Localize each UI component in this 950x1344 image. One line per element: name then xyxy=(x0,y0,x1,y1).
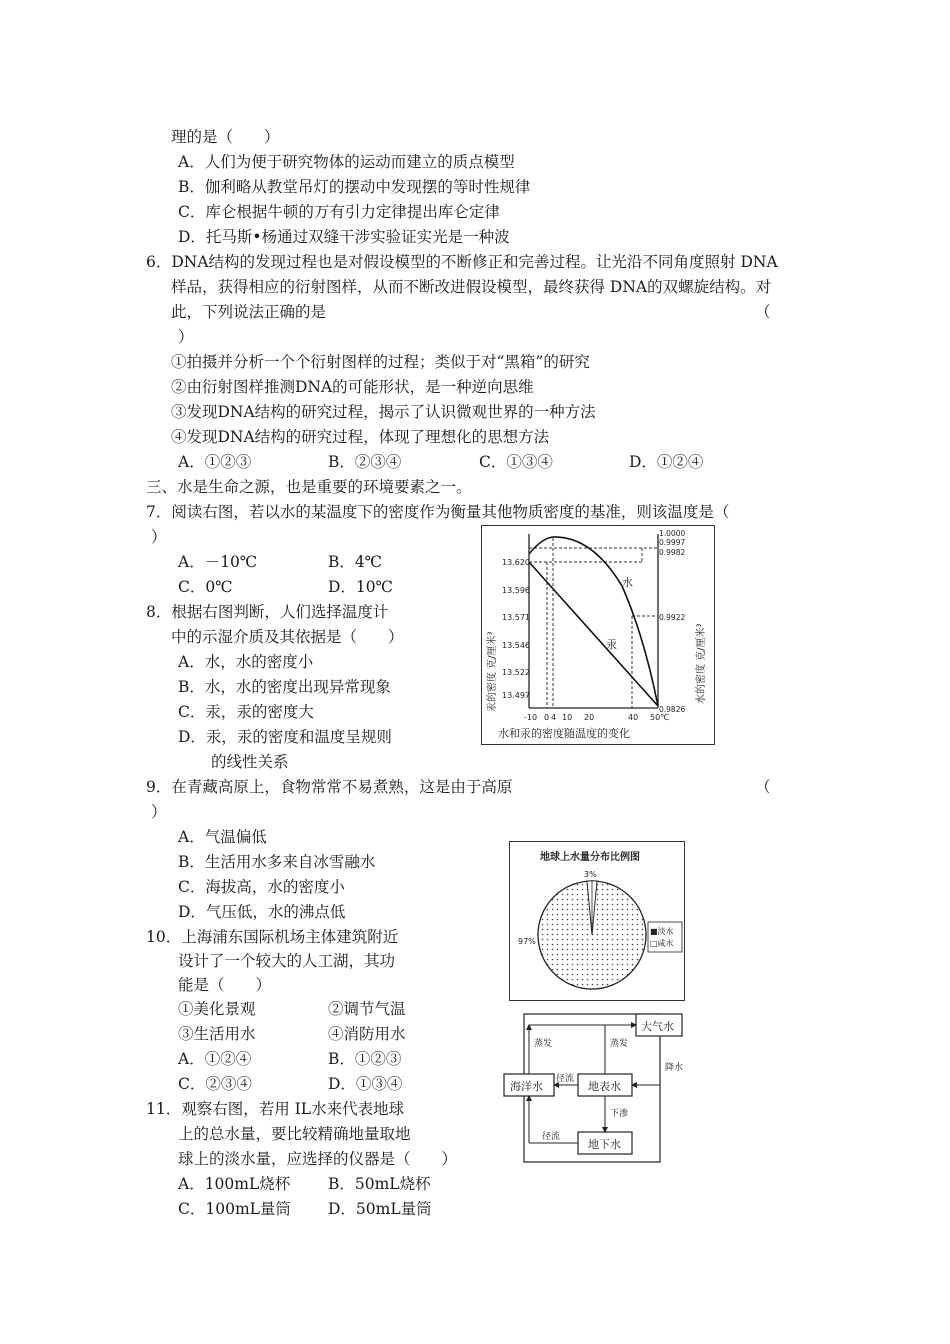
q10-stem-line1: 10．上海浦东国际机场主体建筑附近 xyxy=(146,928,399,946)
q9-option-b: B．生活用水多来自冰雪融水 xyxy=(178,853,376,871)
water-cycle-figure xyxy=(500,1010,690,1170)
right-tick-4: 0.9922 xyxy=(659,613,686,622)
q10-option-a: A．①②④ xyxy=(178,1050,252,1068)
q6-stem-line2: 样品，获得相应的衍射图样，从而不断改进假设模型，最终获得 DNA的双螺旋结构。对 xyxy=(171,278,772,296)
q10-option-d: D．①③④ xyxy=(328,1075,403,1093)
evaporation-label-1: 蒸发 xyxy=(534,1039,553,1049)
q6-option-c: C．①③④ xyxy=(479,453,553,471)
q11-stem-line3: 球上的淡水量，应选择的仪器是（ ） xyxy=(178,1150,458,1168)
right-tick-5: 0.9826 xyxy=(659,705,686,714)
right-tick-1: 1.0000 xyxy=(659,529,686,538)
x-tick-0: 0 xyxy=(544,713,550,722)
pie-label-small: 3% xyxy=(584,870,597,879)
pie-label-large: 97% xyxy=(518,937,536,946)
q9-stem-line1: 9．在青藏高原上，食物常常不易煮熟，这是由于高原 xyxy=(146,778,513,796)
q10-statement-1: ①美化景观 xyxy=(178,1000,256,1018)
q9-bracket-open: （ xyxy=(755,778,771,796)
left-axis-title: 汞的密度 克/厘米³ xyxy=(487,631,498,712)
q10-stem-line3: 能是（ ） xyxy=(178,976,272,994)
q6-option-b: B．②③④ xyxy=(328,453,402,471)
q5-option-d: D．托马斯•杨通过双缝干涉实验证实光是一种波 xyxy=(178,228,510,246)
density-figure-caption: 水和汞的密度随温度的变化 xyxy=(498,727,630,740)
atmosphere-label: 大气水 xyxy=(641,1020,674,1033)
q7-stem-line2: ） xyxy=(151,528,167,546)
q9-option-c: C．海拔高，水的密度小 xyxy=(178,878,345,896)
left-tick-4: 13.546 xyxy=(502,641,530,650)
legend-saltwater: □咸水 xyxy=(650,939,674,948)
q8-option-d-line1: D．汞，汞的密度和温度呈规则 xyxy=(178,728,392,746)
left-tick-3: 13.571 xyxy=(502,613,530,622)
legend-freshwater: ■淡水 xyxy=(650,927,674,936)
q11-option-c: C．100mL量筒 xyxy=(178,1200,291,1218)
q11-option-b: B．50mL烧杯 xyxy=(328,1175,431,1193)
section-3-heading: 三、水是生命之源，也是重要的环境要素之一。 xyxy=(146,478,472,496)
right-tick-3: 0.9982 xyxy=(659,548,686,557)
q6-bracket-open: （ xyxy=(755,303,771,321)
q8-option-d-line2: 的线性关系 xyxy=(211,753,289,771)
evaporation-label-2: 蒸发 xyxy=(610,1039,629,1049)
q10-option-c: C．②③④ xyxy=(178,1075,252,1093)
pie-title: 地球上水量分布比例图 xyxy=(540,852,640,863)
runoff-label-1: 径流 xyxy=(556,1074,575,1084)
q6-statement-3: ③发现DNA结构的研究过程，揭示了认识微观世界的一种方法 xyxy=(171,403,596,421)
density-graph xyxy=(482,526,714,744)
left-tick-6: 13.497 xyxy=(502,691,530,700)
surface-water-label: 地表水 xyxy=(588,1080,621,1093)
q6-statement-4: ④发现DNA结构的研究过程，体现了理想化的思想方法 xyxy=(171,428,550,446)
q8-stem-line2: 中的示湿介质及其依据是（ ） xyxy=(171,628,404,646)
q11-stem-line2: 上的总水量，要比较精确地量取地 xyxy=(178,1125,411,1143)
ocean-water-label: 海洋水 xyxy=(510,1080,543,1093)
x-tick-20: 20 xyxy=(584,713,595,722)
x-tick-4: 4 xyxy=(551,713,557,722)
groundwater-label: 地下水 xyxy=(588,1138,621,1151)
q6-statement-1: ①拍摄并分析一个个衍射图样的过程；类似于对“黑箱”的研究 xyxy=(171,353,590,371)
q10-statement-3: ③生活用水 xyxy=(178,1025,256,1043)
q6-option-a: A．①②③ xyxy=(178,453,252,471)
q11-stem-line1: 11．观察右图，若用 IL水来代表地球 xyxy=(146,1100,405,1118)
precipitation-label: 降水 xyxy=(665,1063,684,1073)
q10-statement-2: ②调节气温 xyxy=(328,1000,406,1018)
q6-bracket-close: ） xyxy=(178,328,194,346)
q8-option-b: B．水，水的密度出现异常现象 xyxy=(178,678,391,696)
x-tick-50: 50℃ xyxy=(650,713,670,722)
runoff-label-2: 径流 xyxy=(542,1132,561,1142)
q7-option-b: B．4℃ xyxy=(328,553,383,571)
x-tick-minus10: -10 xyxy=(524,713,538,722)
water-curve-label: 水 xyxy=(622,576,633,589)
water-cycle-diagram xyxy=(500,1010,690,1170)
q6-stem-line3: 此，下列说法正确的是 xyxy=(171,303,327,321)
q7-option-c: C．0℃ xyxy=(178,578,233,596)
right-tick-2: 0.9997 xyxy=(659,538,686,547)
q10-option-b: B．①②③ xyxy=(328,1050,402,1068)
q6-statement-2: ②由衍射图样推测DNA的可能形状，是一种逆向思维 xyxy=(171,378,534,396)
q5-option-a: A．人们为便于研究物体的运动而建立的质点模型 xyxy=(178,153,515,171)
x-tick-40: 40 xyxy=(628,713,639,722)
q10-stem-line2: 设计了一个较大的人工湖，其功 xyxy=(178,952,396,970)
q11-option-a: A．100mL烧杯 xyxy=(178,1175,291,1193)
infiltration-label: 下渗 xyxy=(610,1109,629,1119)
q6-stem-line1: 6．DNA结构的发现过程也是对假设模型的不断修正和完善过程。让光沿不同角度照射 DNA xyxy=(146,253,778,271)
left-tick-1: 13.620 xyxy=(502,558,530,567)
q11-option-d: D．50mL量筒 xyxy=(328,1200,432,1218)
left-tick-2: 13.596 xyxy=(502,586,530,595)
q7-option-a: A．－10℃ xyxy=(178,553,258,571)
q10-statement-4: ④消防用水 xyxy=(328,1025,406,1043)
q8-option-a: A．水，水的密度小 xyxy=(178,653,314,671)
q6-option-d: D．①②④ xyxy=(629,453,704,471)
q5-option-c: C．库仑根据牛顿的万有引力定律提出库仑定律 xyxy=(178,203,500,221)
mercury-line-label: 汞 xyxy=(606,638,617,651)
mercury-density-line xyxy=(529,562,658,706)
q8-stem-line1: 8．根据右图判断，人们选择温度计 xyxy=(146,603,389,621)
q8-option-c: C．汞，汞的密度大 xyxy=(178,703,314,721)
left-tick-5: 13.522 xyxy=(502,668,530,677)
q9-option-a: A．气温偏低 xyxy=(178,828,267,846)
q9-option-d: D．气压低，水的沸点低 xyxy=(178,903,346,921)
density-figure xyxy=(481,525,715,745)
x-tick-10: 10 xyxy=(562,713,573,722)
water-density-curve xyxy=(529,537,658,706)
q7-option-d: D．10℃ xyxy=(328,578,393,596)
right-axis-title: 水的密度 克/厘米³ xyxy=(696,623,707,704)
water-distribution-figure xyxy=(509,841,685,1001)
water-distribution-pie xyxy=(510,842,684,1000)
q5-option-b: B．伽利略从教堂吊灯的摆动中发现摆的等时性规律 xyxy=(178,178,531,196)
q9-bracket-close: ） xyxy=(151,803,167,821)
q5-stem: 理的是（ ） xyxy=(171,128,280,146)
q7-stem-line1: 7．阅读右图，若以水的某温度下的密度作为衡量其他物质密度的基准，则该温度是（ xyxy=(146,503,730,521)
